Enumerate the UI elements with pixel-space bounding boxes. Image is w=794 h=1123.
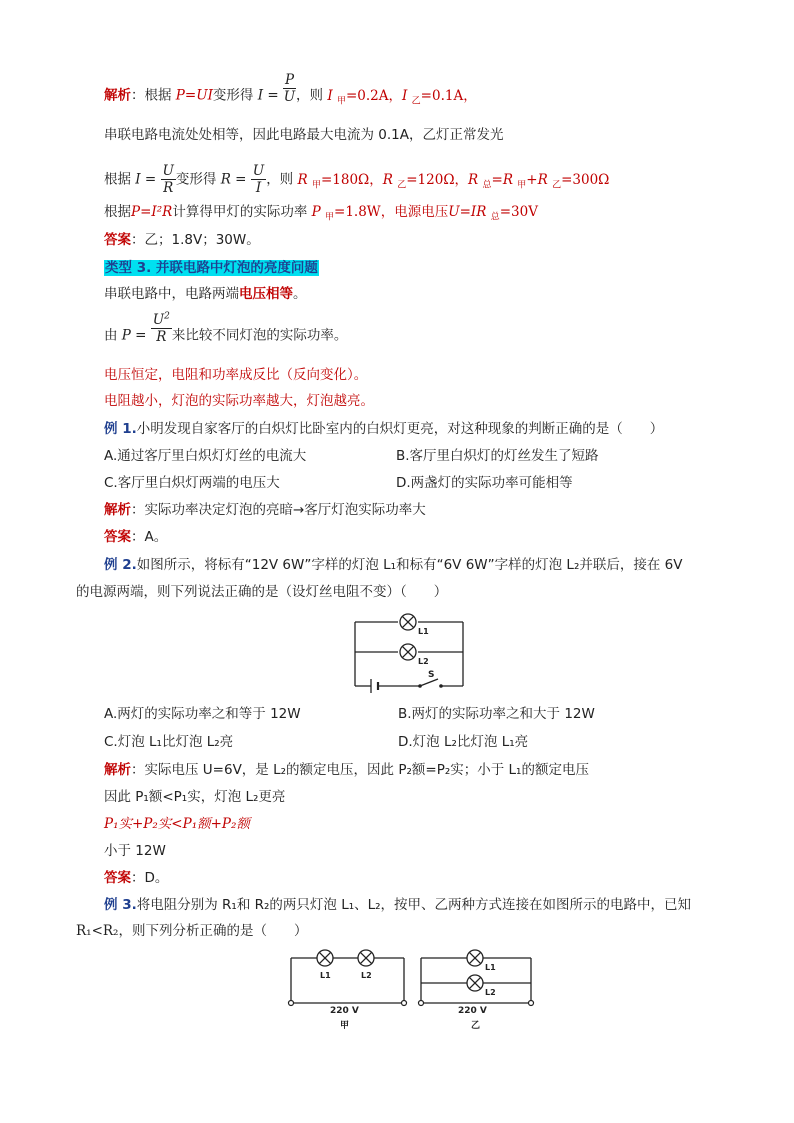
yi-label-l2: L2 — [485, 988, 496, 997]
jia-label-l1: L1 — [320, 971, 331, 980]
type3-line-2: 由 P = $\frac{U^2}{R}$ 来比较不同灯泡的实际功率。 — [104, 311, 348, 345]
type3-line-3: 电压恒定，电阻和功率成反比（反向变化）。 — [104, 367, 368, 383]
example2-option-b: B.两灯的实际功率之和大于 12W — [398, 706, 595, 722]
fraction-u-over-i: $\frac{U}{I}$ — [252, 163, 265, 196]
analysis-line-2: 串联电路电流处处相等，因此电路最大电流为 0.1A，乙灯正常发光 — [104, 127, 504, 143]
yi-circuit-name: 乙 — [471, 1021, 481, 1031]
jia-lamp-l1-icon — [317, 950, 333, 966]
analysis-label: 解析 — [104, 87, 131, 104]
example1-option-b: B.客厅里白炽灯的灯丝发生了短路 — [396, 448, 599, 464]
example1-option-c: C.客厅里白炽灯两端的电压大 — [104, 475, 280, 491]
fraction-u2-over-r: $\frac{U^2}{R}$ — [152, 311, 170, 345]
formula-p-ui: P=UI — [175, 87, 213, 104]
example2-analysis-line-3: P₁实+P₂实<P₁额+P₂额 — [104, 816, 250, 832]
yi-lamp-l1-icon — [467, 950, 483, 966]
example1-option-a: A.通过客厅里白炽灯灯丝的电流大 — [104, 448, 307, 464]
example1-question: 例 1.小明发现自家客厅的白炽灯比卧室内的白炽灯更亮，对这种现象的判断正确的是（ ） — [104, 421, 664, 437]
example2-answer: 答案：D。 — [104, 870, 169, 886]
example2-option-d: D.灯泡 L₂比灯泡 L₁亮 — [398, 734, 529, 750]
example2-analysis-line-4: 小于 12W — [104, 843, 166, 859]
jia-lamp-l2-icon — [358, 950, 374, 966]
circuit-label-s: S — [428, 670, 435, 680]
type3-line-4: 电阻越小，灯泡的实际功率越大，灯泡越亮。 — [104, 393, 374, 409]
circuit-label-l1: L1 — [418, 627, 429, 636]
example2-analysis-line-1: 解析：实际电压 U=6V，是 L₂的额定电压，因此 P₂额=P₂实；小于 L₁的额定电压 — [104, 762, 589, 778]
example1-answer: 答案：A。 — [104, 529, 168, 545]
yi-lamp-l2-icon — [467, 975, 483, 991]
fraction-u-over-r: $\frac{U}{R}$ — [162, 163, 174, 196]
analysis-line-4: 根据P=I²R计算得甲灯的实际功率 P $_甲$=1.8W，电源电压U=IR $_总$=30V — [104, 204, 538, 223]
type3-heading: 类型 3. 并联电路中灯泡的亮度问题 — [105, 260, 318, 276]
answer-line-1: 答案：乙；1.8V；30W。 — [104, 232, 260, 248]
jia-voltage-label: 220 V — [330, 1006, 359, 1016]
analysis-line-1: 解析：根据 P=UI变形得 I = $\frac{P}{U}$ ，则 I $_甲$=0.2A，I $_乙$=0.1A， — [104, 72, 477, 107]
jia-circuit-name: 甲 — [340, 1021, 350, 1031]
yi-voltage-label: 220 V — [458, 1006, 487, 1016]
example3-question-line-1: 例 3.将电阻分别为 R₁和 R₂的两只灯泡 L₁、L₂，按甲、乙两种方式连接在如图所示的电路中，已知 — [104, 897, 692, 913]
yi-label-l1: L1 — [485, 963, 496, 972]
type3-line-1: 串联电路中，电路两端电压相等。 — [104, 286, 307, 302]
example2-analysis-line-2: 因此 P₁额<P₁实，灯泡 L₂更亮 — [104, 789, 286, 805]
example2-question-line-1: 例 2.如图所示，将标有“12V 6W”字样的灯泡 L₁和标有“6V 6W”字样的灯泡 L₂并联后，接在 6V — [104, 557, 683, 573]
example3-question-line-2: R₁<R₂，则下列分析正确的是（ ） — [76, 923, 308, 939]
fraction-p-over-u: $\frac{P}{U}$ — [283, 72, 296, 105]
example1-analysis: 解析：实际功率决定灯泡的亮暗→客厅灯泡实际功率大 — [104, 502, 426, 518]
example2-option-c: C.灯泡 L₁比灯泡 L₂亮 — [104, 734, 234, 750]
analysis-line-3: 根据 I = $\frac{U}{R}$ 变形得 R = $\frac{U}{I}$ ，则 R $_甲$=180Ω，R $_乙$=120Ω，R $_总$=R $_甲$+R $_乙$=300Ω — [104, 163, 610, 196]
circuit-label-l2: L2 — [418, 657, 429, 666]
jia-label-l2: L2 — [361, 971, 372, 980]
example2-option-a: A.两灯的实际功率之和等于 12W — [104, 706, 301, 722]
example1-option-d: D.两盏灯的实际功率可能相等 — [396, 475, 573, 491]
example2-question-line-2: 的电源两端，则下列说法正确的是（设灯丝电阻不变）（ ） — [76, 584, 448, 600]
